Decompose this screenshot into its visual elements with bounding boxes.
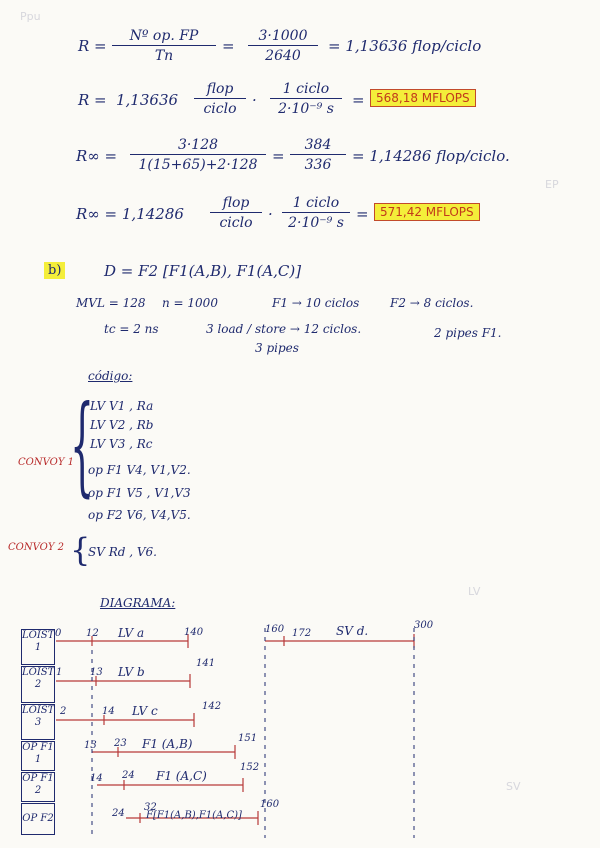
part-b-label: b) <box>44 262 65 279</box>
stage-box-loist-2 <box>21 666 55 703</box>
bar-start: 24 <box>112 808 125 819</box>
r2-f1-num: flop <box>194 81 246 99</box>
rinf2-f1-num: flop <box>210 195 262 213</box>
ghost-mark: EP <box>545 178 559 191</box>
bar-end: 160 <box>260 799 280 810</box>
bar-start: 2 <box>60 706 67 717</box>
bar-label: F1 (A,C) <box>156 769 207 783</box>
stage-label: LOIST 1 <box>22 630 55 653</box>
stage-label: OP F1 1 <box>22 742 54 765</box>
r2-value: 1,13636 <box>116 91 179 109</box>
convoy-2-label: CONVOY 2 <box>8 542 64 553</box>
store-label: SV d. <box>336 624 369 638</box>
stage-label: LOIST 3 <box>22 705 55 728</box>
convoy-1-label: CONVOY 1 <box>18 457 74 468</box>
r-numerator: Nº op. FP <box>112 28 216 46</box>
rinf2-eq: = <box>356 205 369 223</box>
code-title: código: <box>88 369 133 383</box>
bar-start: 1 <box>56 667 63 678</box>
r-denominator: Tn <box>154 48 174 64</box>
r2-eq: = <box>352 91 365 109</box>
stage-label: LOIST 2 <box>22 667 55 690</box>
r2-f2-num: 1 ciclo <box>270 81 342 99</box>
stage-box-loist-1 <box>21 629 55 665</box>
r2-result-highlight: 568,18 MFLOPS <box>370 89 476 107</box>
bar-label: F[F1(A,B),F1(A,C)] <box>146 810 242 821</box>
r-lhs: R = <box>78 37 107 55</box>
rinf2-result-highlight: 571,42 MFLOPS <box>374 203 480 221</box>
rinf-numerator-2: 384 <box>290 137 346 155</box>
bar-end: 142 <box>202 701 222 712</box>
bar-end: 152 <box>240 762 260 773</box>
convoy-1-brace: { <box>70 383 95 508</box>
bar-start: 0 <box>55 628 62 639</box>
rinf2-f2-den: 2·10⁻⁹ s <box>288 215 344 231</box>
r2-lhs: R = <box>78 91 107 109</box>
code-line: op F1 V5 , V1,V3 <box>88 486 191 500</box>
ghost-mark: SV <box>506 780 521 793</box>
ghost-mark: LV <box>468 585 481 598</box>
bar-mid: 32 <box>144 802 157 813</box>
code-line-store: SV Rd , V6. <box>88 545 157 559</box>
rinf2-lhs: R∞ = 1,14286 <box>76 205 184 223</box>
bar-mid: 13 <box>90 667 103 678</box>
bar-label: LV a <box>118 626 145 640</box>
rinf-result: = 1,14286 flop/ciclo. <box>352 147 510 165</box>
bar-start: 13 <box>84 740 97 751</box>
rinf2-f2-num: 1 ciclo <box>282 195 350 213</box>
bar-mid: 23 <box>114 738 127 749</box>
code-line: LV V3 , Rc <box>90 437 153 451</box>
stage-label: OP F2 <box>22 813 54 824</box>
param-pipes: 3 pipes <box>255 341 299 355</box>
code-line: op F2 V6, V4,V5. <box>88 508 191 522</box>
code-line: LV V1 , Ra <box>90 399 154 413</box>
r-result: = 1,13636 flop/ciclo <box>328 37 482 55</box>
stage-box-op-f1-1 <box>21 741 55 771</box>
r-denominator-2: 2640 <box>265 48 301 64</box>
r-numerator-2: 3·1000 <box>248 28 318 46</box>
rinf-denominator-2: 336 <box>304 157 332 173</box>
stage-label: OP F1 2 <box>22 773 54 796</box>
bar-label: LV b <box>118 665 145 679</box>
r2-f2-den: 2·10⁻⁹ s <box>278 101 334 117</box>
bar-end: 141 <box>196 658 216 669</box>
r-eq: = <box>222 37 235 55</box>
param-f2: F2 → 8 ciclos. <box>390 296 474 310</box>
ghost-mark: Ppu <box>20 10 41 23</box>
stage-box-loist-3 <box>21 704 55 740</box>
param-mvl: MVL = 128 <box>76 296 146 310</box>
rinf-eq: = <box>272 147 285 165</box>
diagram-title: DIAGRAMA: <box>100 596 176 610</box>
convoy-2-brace: { <box>70 531 91 569</box>
code-line: op F1 V4, V1,V2. <box>88 463 191 477</box>
param-f1: F1 → 10 ciclos <box>272 296 360 310</box>
stage-box-op-f2 <box>21 803 55 835</box>
param-n: n = 1000 <box>162 296 218 310</box>
rinf2-dot: · <box>268 205 273 223</box>
param-load: 3 load / store → 12 ciclos. <box>206 322 362 336</box>
param-fpipes: 2 pipes F1. <box>434 326 502 340</box>
code-line: LV V2 , Rb <box>90 418 154 432</box>
bar-label: LV c <box>132 704 158 718</box>
bar-end: 140 <box>184 627 204 638</box>
param-tc: tc = 2 ns <box>104 322 159 336</box>
rinf2-f1-den: ciclo <box>219 215 253 231</box>
bar-mid: 12 <box>86 628 99 639</box>
bar-start: 14 <box>90 773 103 784</box>
store-mid: 172 <box>292 628 312 639</box>
stage-box-op-f1-2 <box>21 772 55 802</box>
bar-end: 151 <box>238 733 258 744</box>
rinf-denominator: 1(15+65)+2·128 <box>138 157 258 173</box>
store-start: 160 <box>265 624 285 635</box>
r2-dot: · <box>252 91 257 109</box>
part-b-equation: D = F2 [F1(A,B), F1(A,C)] <box>104 262 302 280</box>
store-end: 300 <box>414 620 434 631</box>
bar-mid: 24 <box>122 770 135 781</box>
rinf-numerator: 3·128 <box>130 137 266 155</box>
bar-label: F1 (A,B) <box>142 737 193 751</box>
bar-mid: 14 <box>102 706 115 717</box>
r2-f1-den: ciclo <box>203 101 237 117</box>
rinf-lhs: R∞ = <box>76 147 118 165</box>
